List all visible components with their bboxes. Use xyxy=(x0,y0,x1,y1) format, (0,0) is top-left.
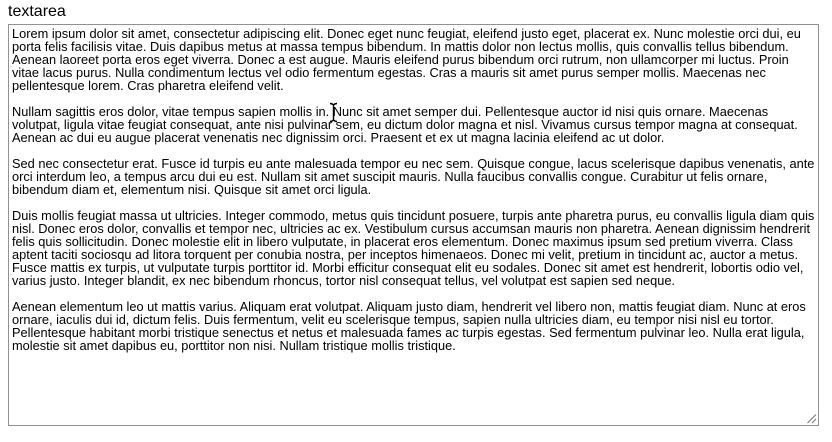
textarea-paragraph: Nullam sagittis eros dolor, vitae tempus sapien mollis in. Nunc sit amet semper dui. Pellentesque auctor id nisi quis ornare. Maecenas volutpat, ligula vitae feugiat consequat, ante nisi pulvinar sem, eu dictum dolor magna et nisl. Vivamus cursus tempor magna at consequat. Aenean ac dui eu augue placerat venenatis nec dignissim orci. Praesent et ex ut magna lacinia eleifend ac ut dolor. xyxy=(12,104,798,145)
textarea-paragraph: Aenean elementum leo ut mattis varius. Aliquam erat volutpat. Aliquam justo diam, hendrerit vel libero non, mattis feugiat diam. Nunc at eros ornare, iaculis dui id, dictum felis. Duis fermentum, velit eu scelerisque tempus, sapien nulla ultricies diam, eu tempor nisi nisl eu tortor. Pellentesque habitant morbi tristique senectus et netus et malesuada fames ac turpis egestas. Sed fermentum pulvinar leo. Nulla erat ligula, molestie sit amet dapibus eu, porttitor non nisi. Nullam tristique mollis tristique. xyxy=(12,299,806,353)
textarea-paragraph: Duis mollis feugiat massa ut ultricies. Integer commodo, metus quis tincidunt posuere, turpis ante pharetra purus, eu convallis ligula diam quis nisl. Donec eros dolor, convallis et tempor nec, ultricies ac ex. Vestibulum cursus accumsan mauris non pharetra. Aenean dignissim hendrerit felis quis sollicitudin. Donec molestie elit in libero vulputate, in placerat eros elementum. Donec maximus ipsum sed pretium viverra. Class aptent taciti sociosqu ad litora torquent per conubia nostra, per inceptos himenaeos. Donec mi velit, pretium in tincidunt ac, auctor a metus. Fusce mattis ex turpis, ut vulputate turpis porttitor id. Morbi efficitur consequat elit eu sodales. Donec sit amet est hendrerit, lobortis odio vel, varius justo. Integer blandit, ex nec bibendum rhoncus, tortor nisl consequat tellus, vel volutpat est sapien sed neque. xyxy=(12,208,815,288)
textarea-label: textarea xyxy=(8,3,66,20)
textarea[interactable] xyxy=(8,24,819,426)
textarea-paragraph: Lorem ipsum dolor sit amet, consectetur adipiscing elit. Donec eget nunc feugiat, eleifend justo eget, placerat ex. Nunc molestie orci dui, eu porta felis facilisis vitae. Duis dapibus metus at massa tempus bibendum. In mattis dolor non lectus mollis, quis convallis tellus bibendum. Aenean laoreet porta eros eget viverra. Donec a est augue. Mauris eleifend purus bibendum orci rutrum, non ullamcorper mi luctus. Proin vitae lacus purus. Nulla condimentum lectus vel odio fermentum egestas. Cras a mauris sit amet purus semper mollis. Maecenas nec pellentesque lorem. Cras pharetra eleifend velit. xyxy=(12,26,801,93)
resize-grip-icon[interactable] xyxy=(806,413,817,424)
textarea-paragraph: Sed nec consectetur erat. Fusce id turpis eu ante malesuada tempor eu nec sem. Quisque congue, lacus scelerisque dapibus venenatis, ante orci interdum leo, a tempus arcu dui eu est. Nullam sit amet suscipit mauris. Nulla faucibus convallis congue. Curabitur ut felis ornare, bibendum diam et, elementum nisi. Quisque sit amet orci ligula. xyxy=(12,156,815,197)
